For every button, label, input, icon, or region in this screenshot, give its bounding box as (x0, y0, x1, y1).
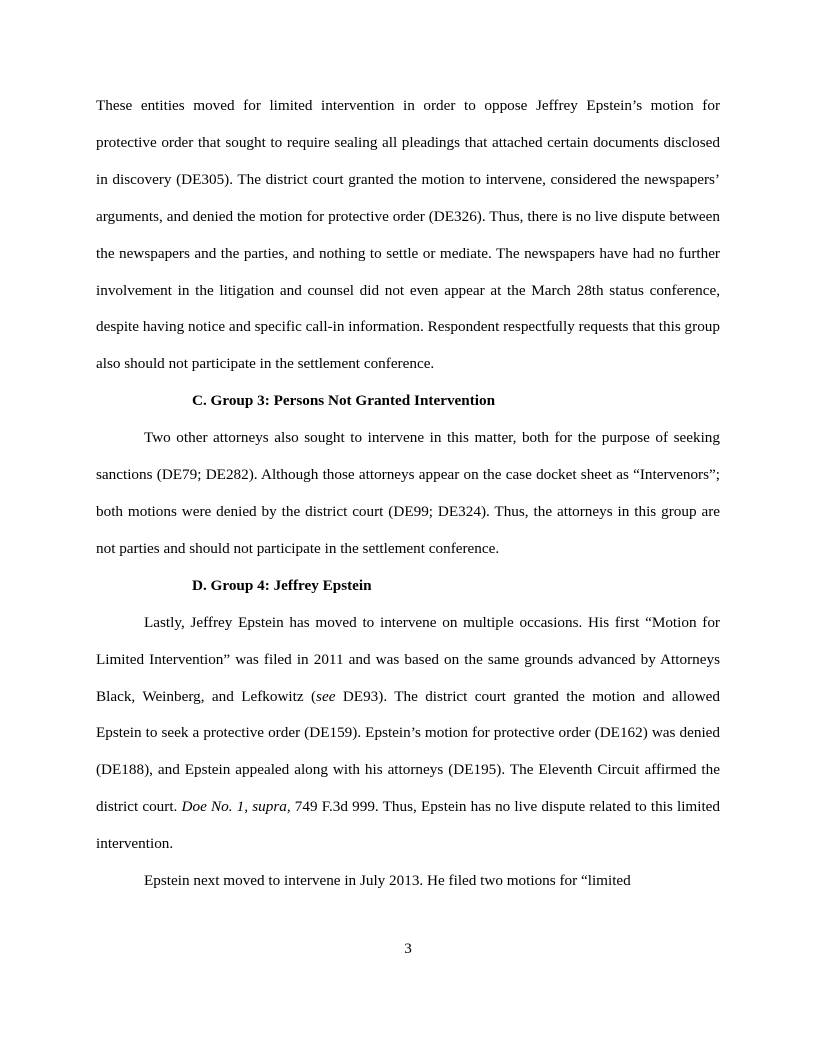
page-number: 3 (404, 940, 412, 957)
paragraph-persons-not-granted: Two other attorneys also sought to intervene in this matter, both for the purpose of seeking sanctions (DE79; DE282). Although those attorneys appear on the case docket sheet as “Intervenors”; both motions were denied by the district court (DE99; DE324). Thus, the attorneys in this group are not parties and should not participate in the settlement conference. (96, 429, 720, 557)
case-citation: Doe No. 1, supra (181, 798, 287, 816)
paragraph-newspapers-intervention: These entities moved for limited intervention in order to oppose Jeffrey Epstein’s motion for protective order that sought to require sealing all pleadings that attached certain documents disclosed in discovery (DE305). The district court granted the motion to intervene, considered the newspapers’ arguments, and denied the motion for protective order (DE326). Thus, there is no live dispute between the newspapers and the parties, and nothing to settle or mediate. The newspapers have had no further involvement in the litigation and counsel did not even appear at the March 28th status conference, despite having notice and specific call-in information. Respondent respectfully requests that this group also should not participate in the settlement conference. (96, 97, 720, 373)
see-citation-signal: see (316, 687, 336, 705)
paragraph-text-segment: DE93). The district court granted the motion and allowed Epstein to seek a protective order (DE159). Epstein’s motion for protective order (DE162) was denied (DE188), and Epstein appealed along with his attorneys (DE195). The Eleventh Circuit affirmed the district court. (96, 687, 720, 816)
document-body (96, 88, 720, 900)
paragraph-text-segment: , 749 F.3d 999. Thus, Epstein has no live dispute related to this limited intervention. (96, 798, 720, 853)
section-heading-group-3: C. Group 3: Persons Not Granted Intervention (192, 392, 496, 410)
paragraph-text-segment: Lastly, Jeffrey Epstein has moved to intervene on multiple occasions. His first “Motion for Limited Intervention” was filed in 2011 and was based on the same grounds advanced by Attorneys Black, Weinberg, and Lefkowitz ( (96, 613, 720, 705)
paragraph-epstein-july-2013: Epstein next moved to intervene in July 2013. He filed two motions for “limited (144, 872, 631, 890)
paragraph-epstein-limited-intervention (96, 605, 720, 863)
section-heading-group-4: D. Group 4: Jeffrey Epstein (192, 576, 372, 594)
